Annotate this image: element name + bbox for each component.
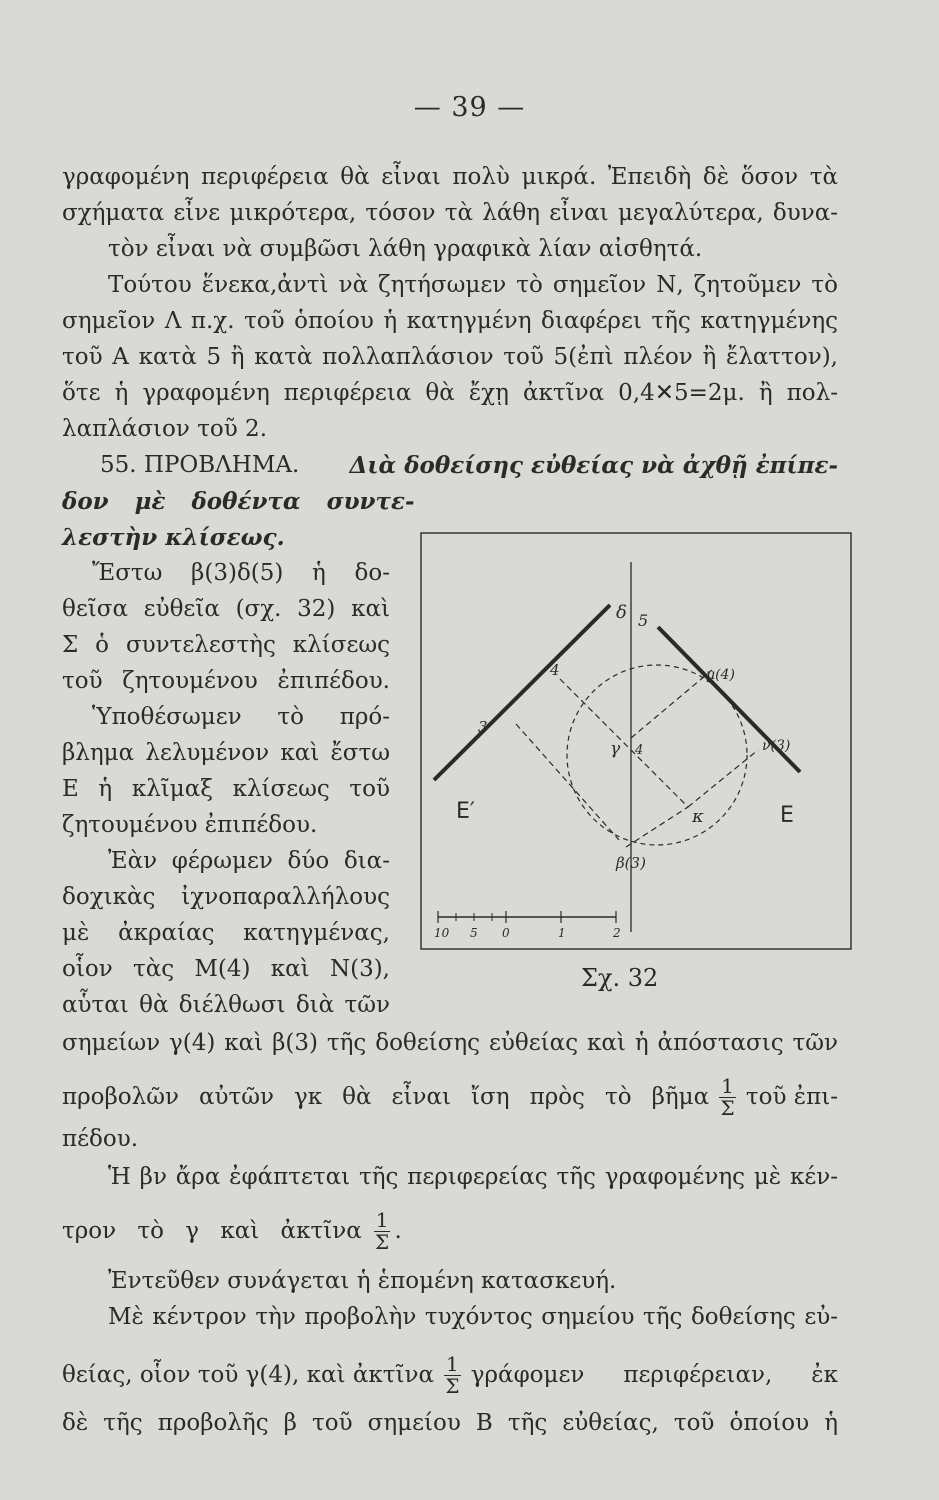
left-column-line: οἷον τὰς Μ(4) καὶ Ν(3), <box>62 956 390 982</box>
text-line: γραφομένη περιφέρεια θὰ εἶναι πολὺ μικρά. Ἐπειδὴ δὲ ὅσον τὰ <box>62 164 838 190</box>
fraction-numerator: 1 <box>721 1074 734 1098</box>
problem-title-cont: δον μὲ δοθέντα συντε- <box>62 488 415 515</box>
fraction <box>444 1354 461 1397</box>
left-column-line: Ἔστω β(3)δ(5) ἡ δο- <box>92 560 390 586</box>
label-mu4: μ(4) <box>706 667 735 683</box>
text-segment: τοῦ ἐπι- <box>745 1084 838 1110</box>
dashed-line <box>626 807 688 847</box>
label-four: 4 <box>550 661 560 679</box>
fraction <box>374 1210 391 1253</box>
text-line: Τούτου ἕνεκα,ἀντὶ νὰ ζητήσωμεν τὸ σημεῖον Ν, ζητοῦμεν τὸ <box>108 272 838 298</box>
label-e-prime: Ε′ <box>456 799 475 824</box>
problem-title-cont: λεστὴν κλίσεως. <box>62 524 285 551</box>
scale-label: 10 <box>434 926 450 940</box>
text-segment: προβολῶν αὐτῶν γκ θὰ εἶναι ἴση πρὸς τὸ βῆμα <box>62 1084 710 1110</box>
text-line: τοῦ Α κατὰ 5 ἢ κατὰ πολλαπλάσιον τοῦ 5(ἐπὶ πλέον ἢ ἔλαττον), <box>62 344 838 370</box>
text-line: λαπλάσιον τοῦ 2. <box>62 416 268 442</box>
text-line: Ἡ βν ἄρα ἐφάπτεται τῆς περιφερείας τῆς γραφομένης μὲ κέν- <box>108 1164 838 1190</box>
dashed-line <box>560 679 688 807</box>
scale-label: 1 <box>558 926 566 940</box>
left-column-line: δοχικὰς ἰχνοπαραλλήλους <box>62 884 390 910</box>
label-e: Ε <box>780 803 794 828</box>
problem-number: 55. ΠΡΟΒΛΗΜΑ. <box>100 452 300 478</box>
scale-label: 0 <box>502 926 510 940</box>
fraction <box>719 1076 736 1119</box>
fraction-denominator: Σ <box>445 1374 460 1398</box>
figure-32 <box>420 532 852 950</box>
scale-label: 5 <box>470 926 478 940</box>
problem-heading <box>100 454 838 477</box>
left-column-line: τοῦ ζητουμένου ἐπιπέδου. <box>62 668 390 694</box>
label-five: 5 <box>638 611 649 630</box>
fraction-numerator: 1 <box>446 1352 459 1376</box>
left-column-line: αὗται θὰ διέλθωσι διὰ τῶν <box>62 992 390 1018</box>
fraction-numerator: 1 <box>375 1208 389 1232</box>
left-column-line: ζητουμένου ἐπιπέδου. <box>62 812 318 838</box>
text-line: τὸν εἶναι νὰ συμβῶσι λάθη γραφικὰ λίαν αἰσθητά. <box>108 236 703 262</box>
label-three: 3 <box>478 718 488 736</box>
figure-caption: Σχ. 32 <box>581 964 659 992</box>
label-gamma: γ <box>610 739 621 759</box>
fraction-denominator: Σ <box>375 1230 390 1254</box>
text-line: ὅτε ἡ γραφομένη περιφέρεια θὰ ἔχῃ ἀκτῖνα 0,4✕5=2μ. ἢ πολ- <box>62 380 838 406</box>
text-segment: τρον τὸ γ καὶ ἀκτῖνα <box>62 1218 362 1244</box>
left-column-line: μὲ ἀκραίας κατηγμένας, <box>62 920 390 946</box>
text-line: Ἐντεῦθεν συνάγεται ἡ ἑπομένη κατασκευή. <box>108 1268 617 1294</box>
text-line: πέδου. <box>62 1126 139 1152</box>
line-e-prime <box>434 605 610 780</box>
left-column-line: βλημα λελυμένον καὶ ἔστω <box>62 740 390 766</box>
text-line-with-fraction <box>62 1076 838 1119</box>
text-line-with-fraction <box>62 1210 402 1253</box>
label-nu3: ν(3) <box>762 738 791 754</box>
dashed-line <box>631 670 712 738</box>
scale-label: 2 <box>613 926 621 940</box>
label-beta3: β(3) <box>616 854 646 872</box>
label-kappa: κ <box>692 806 704 827</box>
page-number: — 39 — <box>413 92 526 123</box>
text-segment: . <box>394 1218 402 1244</box>
text-line: σχήματα εἶνε μικρότερα, τόσον τὰ λάθη εἶναι μεγαλύτερα, δυνα- <box>62 200 838 226</box>
text-line-with-fraction <box>62 1354 838 1397</box>
fraction-denominator: Σ <box>720 1096 735 1120</box>
text-segment: γράφομεν περιφέρειαν, ἐκ <box>470 1362 838 1388</box>
left-column-line: Σ ὁ συντελεστὴς κλίσεως <box>62 632 390 658</box>
label-delta: δ <box>616 602 627 623</box>
problem-title: Διὰ δοθείσης εὐθείας νὰ ἀχθῇ ἐπίπε- <box>349 452 838 479</box>
dashed-line <box>516 724 619 840</box>
left-column-line: Ε ἡ κλῖμαξ κλίσεως τοῦ <box>62 776 390 802</box>
text-line: σημείων γ(4) καὶ β(3) τῆς δοθείσης εὐθείας καὶ ἡ ἀπόστασις τῶν <box>62 1030 838 1056</box>
text-segment: θείας, οἷον τοῦ γ(4), καὶ ἀκτῖνα <box>62 1362 435 1388</box>
text-line: δὲ τῆς προβολῆς β τοῦ σημείου Β τῆς εὐθείας, τοῦ ὁποίου ἡ <box>62 1410 838 1436</box>
left-column-line: Ἐὰν φέρωμεν δύο δια- <box>108 848 390 874</box>
left-column-line: θεῖσα εὐθεῖα (σχ. 32) καὶ <box>62 596 390 622</box>
left-column-line: Ὑποθέσωμεν τὸ πρό- <box>92 704 390 730</box>
label-gamma4: 4 <box>635 743 644 758</box>
text-line: σημεῖον Λ π.χ. τοῦ ὁποίου ἡ κατηγμένη διαφέρει τῆς κατηγμένης <box>62 308 838 334</box>
text-line: Μὲ κέντρον τὴν προβολὴν τυχόντος σημείου τῆς δοθείσης εὐ- <box>108 1304 838 1330</box>
